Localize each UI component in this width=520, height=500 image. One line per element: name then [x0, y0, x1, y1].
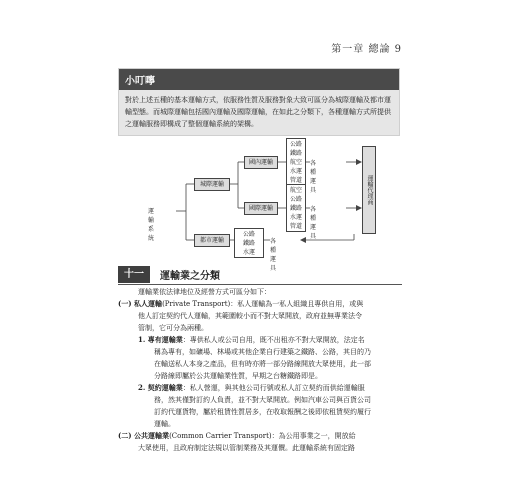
mode-label: 水運 [242, 249, 255, 256]
body-line: 大眾使用，且政府制定法規以管制業務及其運價。此運輸系統有固定路 [138, 444, 355, 452]
tip-box [118, 68, 400, 136]
contract-carrier-line [118, 382, 402, 394]
exclusive-carrier-line [118, 334, 402, 346]
private-transport-line [118, 298, 402, 310]
international-modes [286, 184, 306, 232]
contract-carrier-label: 2. 契約運輸業 [138, 383, 183, 392]
mode-label: 公路 [289, 196, 302, 203]
common-carrier-en: (Common Carrier Transport) [169, 432, 272, 440]
section-divider [118, 284, 402, 285]
mode-label: 鐵路 [289, 205, 302, 212]
body-line: 務，然其僅對訂約人負責，並不對大眾開放。例如汽車公司與百貨公司 [154, 396, 371, 404]
node-tools-urban: 各種運具 [270, 238, 277, 272]
mode-label: 航空 [289, 187, 302, 194]
body-line: 訂約代運貨物，屬於租賃性質居多，在收取報酬之後即依租賃契約履行 [154, 408, 371, 416]
common-carrier-text: ：為公用事業之一，開放給 [271, 432, 356, 440]
mode-label: 水運 [289, 168, 302, 175]
section-number: 十一 [118, 266, 150, 283]
node-tools-international: 各種運具 [310, 206, 317, 240]
private-transport-label: (一) 私人運輸 [118, 299, 163, 308]
common-carrier-line [118, 430, 402, 442]
intro-line: 運輸業依法律地位及經營方式可區分如下： [138, 288, 271, 296]
body-line: 他人訂定契約代人運輸，其範圍較小而不對大眾開放，政府並無專業法令 [138, 312, 362, 320]
body-line: 在輸送私人本身之產品，但有時亦將一部分路線開放大眾使用，此一部 [154, 360, 371, 368]
contract-carrier-text: ：私人營運，與其他公司行號或私人訂立契約而供給運輸服 [182, 384, 365, 392]
mode-label: 航空 [289, 159, 302, 166]
body-line: 管制，它可分為兩種。 [138, 324, 208, 332]
mode-label: 公路 [289, 141, 302, 148]
private-transport-text: ：私人運輸為一私人組織且專供自用，或與 [230, 300, 364, 308]
domestic-modes [286, 138, 306, 186]
mode-label: 水運 [289, 214, 302, 221]
section-header [118, 266, 220, 283]
body-line: 運輸。 [154, 420, 175, 428]
node-domestic: 國內運輸 [244, 156, 278, 169]
node-transport-system: 運輸系統 [148, 208, 155, 242]
node-international: 國際運輸 [244, 202, 278, 215]
mode-label: 鐵路 [289, 150, 302, 157]
node-tools-domestic: 各種運具 [310, 160, 317, 194]
urban-modes [234, 228, 264, 258]
mode-label: 管道 [289, 223, 302, 230]
node-urban: 都市運輸 [194, 234, 230, 247]
section-title: 運輸業之分類 [160, 271, 220, 282]
mode-label: 管道 [289, 177, 302, 184]
exclusive-carrier-text: ：專供私人或公司自用，既不出租亦不對大眾開放，法定名 [182, 336, 365, 344]
node-intercity: 城際運輸 [194, 178, 230, 191]
mode-label: 公路 [242, 231, 255, 238]
body-line: 稱為專有，如礦場、林場或其他企業自行建築之鐵路、公路，其目的乃 [154, 348, 371, 356]
tip-body: 對於上述五種的基本運輸方式，依服務性質及服務對象大致可區分為城際運輸及都市運輸型態。而城際運輸包括國內運輸及國際運輸，在如此之分類下，各種運輸方式所提供之運輸服務即構成了整個運輸系統的架構。 [125, 96, 391, 128]
mode-label: 鐵路 [242, 240, 255, 247]
node-transport-agent: 運輸代理商 [362, 146, 376, 234]
common-carrier-label: (二) 公共運輸業 [118, 431, 170, 440]
private-transport-en: (Private Transport) [162, 300, 231, 308]
tip-title: 小叮嚀 [119, 69, 399, 90]
section-body [118, 286, 402, 454]
body-line: 分路線即屬於公共運輸業性質，早期之台糖鐵路即是。 [154, 372, 322, 380]
exclusive-carrier-label: 1. 專有運輸業 [138, 335, 183, 344]
page-header: 第一章 總論 9 [331, 44, 402, 55]
